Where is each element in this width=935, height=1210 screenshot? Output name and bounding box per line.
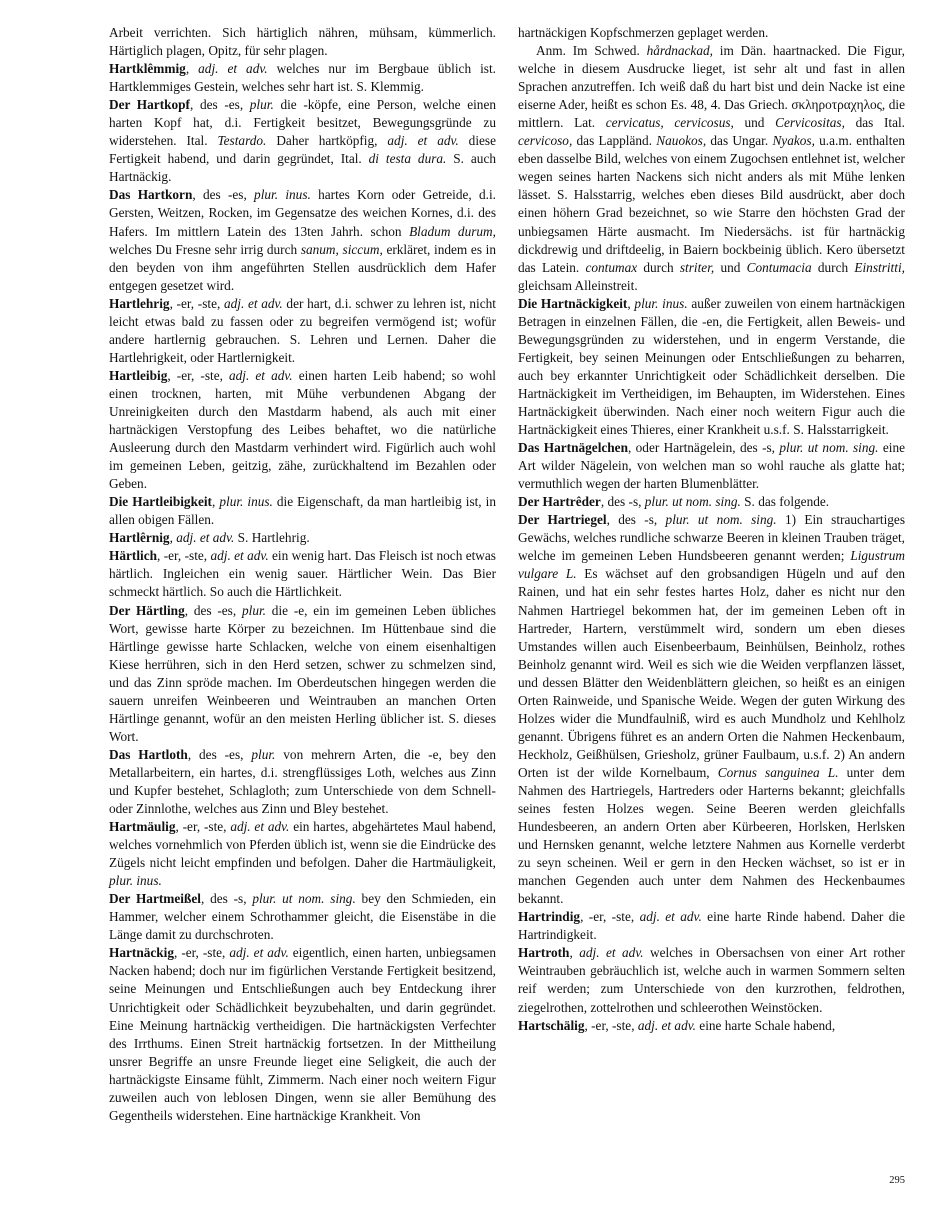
entry-text: , [627,295,635,311]
entry-text: , oder Hartnägelein, des -s, [627,440,780,456]
dictionary-entry [109,96,496,186]
italic-text: plur. inus. [634,295,688,311]
italic-text: plur. inus. [254,187,311,203]
entry-text: und [733,115,776,131]
dictionary-entry [518,944,905,1016]
entry-text: Es wächset auf den grobsandigen Hügeln und auf den Rainen, und hat ein sehr festes hartes Holz, daher es nicht nur den Nahmen Hartriegel bekommen hat, der im gemeinen Leben oft in Hartreder, Hartern, verstümmelt wird, sondern um eben dieses Umstandes willen auch Eisenbeerbaum, Beinhülsen, Beinholz, rothes Beinholz genannt wird. Weil es sich wie die Weiden verpflanzen lässet, und dessen Blätter den Weidenblättern gleichen, so heißt es an einigen Orten Rainweide, und Spanische Weide. Wegen der guten Wirkung des Holzes wider die Mundfaulniß, wird es auch Mundholz und Kehlholz genannt. Übrigens führet es an andern Orten die Nahmen Heckenbaum, Heckholz, Geißhülsen, Griesholz, grüner Faulbaum, u.s.f. 2) An andern Orten ist der wilde Kornelbaum, [518,566,906,780]
italic-text: plur. inus. [109,873,162,889]
headword: Der Hartrêder [518,494,601,510]
headword: Härtlich [109,548,158,564]
italic-text: plur. ut nom. sing. [779,440,879,456]
entry-text: eine harte Schale habend, [695,1017,836,1033]
entry-text: , des -es, [190,97,250,113]
entry-text: ein wenig hart. Das Fleisch ist noch etwas härtlich. Ingleichen ein wenig sauer. Härtlicher Wein. Das Bier schmeckt härtlich. So auch die Härtlichkeit. [109,548,496,600]
italic-text: contumax [585,259,638,275]
page-number: 295 [889,1175,905,1186]
italic-text: Contumacia [746,259,812,275]
entry-text: , des -es, [187,746,252,762]
headword: Das Hartnägelchen [518,440,628,456]
entry-text: eine Art wilder Nägelein, von welchen man so wohl rauche als glatte hat; vermuthlich wegen der harten Blumenblätter. [518,440,906,492]
italic-text: Testardo. [217,133,267,149]
entry-text: S. das folgende. [740,494,830,510]
headword: Hartlêrnig [109,530,170,546]
entry-text: , des -s, [200,891,253,907]
dictionary-entry [518,295,905,439]
headword: Der Hartriegel [518,512,607,528]
entry-text: das Ungar. [706,133,773,149]
headword: Hartlehrig [109,295,170,311]
headword: Hartrindig [518,909,581,925]
dictionary-entry [109,24,496,60]
italic-text: Cervicositas, [775,115,845,131]
entry-text: unter dem Nahmen des Hartriegels, Hartreders oder Harterns bekannt; gleichfalls seines festen Holzes wegen. Seine Beeren werden gleichfalls Hundesbeeren, an andern Orten aber Kürbeeren, Horlsken, Herlsken und Hernsken genannt, welche letztere Nahmen aus Kornelle verderbt zu seyn scheinen. Weil er gern in den Hecken wächset, so ist er in manchen Gegenden auch unter dem Nahmen des Heckenbaumes bekannt. [518,764,905,907]
italic-text: Nyakos, [772,133,815,149]
dictionary-entry [109,367,496,493]
entry-text: , -er, -ste, [580,909,640,925]
headword: Hartleibig [109,367,168,383]
italic-text: adj. et adv. [230,819,290,835]
dictionary-entry [518,493,905,511]
dictionary-entry [518,511,905,908]
entry-text: hartnäckigen Kopfschmerzen geplaget werden. [518,25,769,40]
italic-text: adj. et adv. [198,61,268,77]
dictionary-entry [109,529,496,547]
italic-text: Cornus sanguinea L. [717,764,839,780]
headword: Der Hartkopf [109,97,190,113]
italic-text: plur. [249,97,274,113]
entry-text: die Eigenschaft, da man hartleibig ist, in allen obigen Fällen. [109,494,496,528]
italic-text: sanum, siccum, [300,241,383,257]
entry-text: , des -s, [606,512,666,528]
entry-text: und [714,259,747,275]
headword: Das Hartloth [109,746,188,762]
italic-text: adj. et adv. [637,1017,696,1033]
entry-text: , [212,494,220,510]
italic-text: adj. et adv. [639,909,702,925]
entry-text: , [569,945,580,961]
entry-text: hartes Korn oder Getreide, d.i. Gersten, Weitzen, Rocken, im Gegensatze des weichen Kornes, d.i. des Hafers. Im mittlern Latein des 13ten Jahrh. schon [109,187,496,239]
dictionary-entry [109,60,496,96]
dictionary-entry [518,42,905,295]
italic-text: Einstritti, [854,259,905,275]
dictionary-entry [518,1017,905,1035]
entry-text: , des -es, [192,187,255,203]
entry-text: , -er, -ste, [175,819,231,835]
dictionary-entry [518,439,905,493]
entry-text: die -köpfe, eine Person, welche einen harten Kopf hat, d.i. Fertigkeit besitzet, Bewegungsgründe zu widerstehen. Ital. [109,97,496,149]
entry-text: S. Hartlehrig. [234,530,310,546]
entry-text: , -er, -ste, [157,548,211,564]
entry-text: ein hartes, abgehärtetes Maul habend, welches vornehmlich von Pferden üblich ist, wenn sie die Eindrücke des Zügels nicht leicht empfinden und befolgen. Daher die Hartmäuligkeit, [109,819,496,871]
entry-text: eigentlich, einen harten, unbiegsamen Nacken habend; doch nur im figürlichen Verstande Fertigkeit besitzend, seine Meinungen und Entschließungen auch bey Entdeckung ihrer Unrichtigkeit oder Schädlichkeit beyzubehalten, und darin gegründet. Eine Meinung hartnäckig vertheidigen. Die hartnäckigsten Verfechter des Irrthums. Einen Streit hartnäckig fortsetzen. In der Mittheilung unsrer Begriffe an unsre Freunde lieget eine Seligkeit, die auch der hartnäckigste Einsame fühlt, Zimmerm. Nach einer noch weitern Figur zuweilen auch von leblosen Dingen, wenn sie aller Bemühung des Gegentheils widerstehen. Eine hartnäckige Krankheit. Von [109,945,496,1123]
entry-text: gleichsam Alleinstreit. [518,277,638,293]
entry-text: , [169,530,177,546]
entry-text: S. auch Hartnäckig. [109,151,497,185]
headword: Hartnäckig [109,945,175,961]
italic-text: adj. et adv. [579,945,644,961]
entry-text: einen harten Leib habend; so wohl einen trocknen, harten, mit Mühe verbundenen Abgang der Unreinigkeiten durch den Mastdarm habend, als auch mit einer hartnäckigen Verstopfung des Leibes behaftet, wo die natürliche Ausleerung durch den Mastdarm verhindert wird. Figürlich auch wohl im gemeinen Leben, geitzig, zähe, zurückhaltend im Bezahlen oder Geben. [109,367,496,492]
italic-text: plur. ut nom. sing. [665,512,777,528]
headword: Die Hartleibigkeit [109,494,212,510]
entry-text: diese Fertigkeit habend, und darin gegründet, Ital. [109,133,496,167]
italic-text: cervicatus, cervicosus, [605,115,734,131]
italic-text: plur. ut nom. sing. [644,494,741,510]
entry-text: das Ital. [844,115,905,131]
italic-text: adj. et adv. [176,530,235,546]
italic-text: plur. inus. [219,494,273,510]
entry-text: 1) Ein strauchartiges Gewächs, welches rundliche schwarze Beeren in kleinen Trauben träget, welche im gemeinen Leben Hundsbeeren genannt werden; [518,512,906,564]
entry-text: , -er, -ste, [174,945,230,961]
dictionary-entry [109,295,496,367]
entry-text: welches nur im Bergbaue üblich ist. Hartklemmiges Gestein, welches sehr hart ist. S. Klemmig. [109,61,496,95]
headword: Hartschälig [518,1017,585,1033]
italic-text: di testa dura. [368,151,447,167]
headword: Hartmäulig [109,819,176,835]
entry-text: erkläret, indem es in den beyden von ihm angeführten Stellen ausdrücklich dem Hafer entgegen gesetzet wird. [109,241,497,293]
dictionary-entry [109,746,496,818]
dictionary-entry [109,602,496,746]
dictionary-entry [109,944,496,1124]
italic-text: plur. [251,746,276,762]
entry-text: bey den Schmieden, ein Hammer, welcher einem Schrothammer gleicht, die Eisenstäbe in die Länge damit zu durchschroten. [109,891,496,943]
italic-text: adj. et adv. [210,548,269,564]
entry-text: Anm. Im Schwed. [536,43,647,59]
dictionary-entry [109,547,496,601]
entry-text: von mehrern Arten, die -e, bey den Metallarbeitern, ein hartes, d.i. strengflüssiges Loth, welches aus Zinn und Kupfer bestehet, Schlagloth; zum Unterschiede von dem Schnell- oder Zinnlothe, welches aus Zinn und Bley bestehet. [109,746,496,817]
entry-text: Daher hartköpfig, [266,133,388,149]
dictionary-entry [109,493,496,529]
headword: Hartroth [518,945,570,961]
italic-text: plur. ut nom. sing. [252,891,356,907]
entry-text: außer zuweilen von einem hartnäckigen Betragen in einzelnen Fällen, die -en, die Fertigkeit, allen Beweis- und Bewegungsgründen zu widerstehen, und in engerm Verstande, die Fertigkeit, bey seinen Meinungen oder Entschließungen zu beharren, auch bey erkannter Unrichtigkeit oder Schädlichkeit derselben. Die Hartnäckigkeit im Vertheidigen, im Behaupten, im Widerstehen. Eines Hartnäckigkeit überwinden. Nach einer noch weitern Figur auch die Hartnäckigkeit eines Thieres, einer Krankheit u.s.f. S. Halsstarrigkeit. [518,295,905,438]
headword: Der Härtling [109,602,185,618]
entry-text: , [185,61,199,77]
italic-text: adj. et adv. [229,945,289,961]
entry-text: , -er, -ste, [169,295,224,311]
italic-text: Ligustrum vulgare L. [518,548,905,582]
entry-text: durch [637,259,680,275]
entry-text: welches Du Fresne sehr irrig durch [109,241,301,257]
headword: Die Hartnäckigkeit [518,295,628,311]
dictionary-entry [518,908,905,944]
entry-text: , -er, -ste, [584,1017,638,1033]
italic-text: adj. et adv. [387,133,459,149]
dictionary-entry [109,818,496,890]
italic-text: plur. [241,602,267,618]
italic-text: striter, [679,259,715,275]
dictionary-entry [109,186,496,294]
entry-text: im Dän. haartnacked. Die Figur, welche in diesem Ausdrucke lieget, ist sehr alt und fast in allen Sprachen anzutreffen. Ich weiß daß du hart bist und dein Nacke ist eine eiserne Ader, heißt es schon Es. 48, 4. Das Griech. σκληροτραχηλος, die mittlern. Lat. [518,43,905,131]
entry-text: , des -s, [600,494,645,510]
entry-text: eine harte Rinde habend. Daher die Hartrindigkeit. [518,909,905,943]
italic-text: adj. et adv. [229,367,293,383]
entry-text: das Lappländ. [572,133,657,149]
entry-text: die -e, ein im gemeinen Leben übliches Wort, gewisse harte Körper zu bezeichnen. Im Hüttenbaue sind die Härtlinge gewisse harte Schlacken, welche von einem eisenhaltigen Kiese herrühren, sich in den Herd setzen, schwer zu schmelzen sind, und das Zinn spröde machen. Im Oberdeutschen hingegen werden die sauern unreifen Weinbeeren und Weintrauben an manchen Orten Härtlinge genannt, wofür an den meisten Herling üblicher ist. S. dieses Wort. [109,602,496,744]
entry-text: durch [811,259,855,275]
right-column [518,24,905,1035]
italic-text: Nauokos, [656,133,707,149]
dictionary-entry [518,24,905,42]
entry-text: der hart, d.i. schwer zu lehren ist, nicht leicht etwas bald zu fassen oder zu begreifen vermögend ist; wofür andere hartlernig gebrauchen. S. Lehren und Lernen. Daher die Hartlehrigkeit, oder Hartlernigkeit. [109,295,496,365]
headword: Das Hartkorn [109,187,193,203]
italic-text: Bladum durum, [409,223,496,239]
dictionary-entry [109,890,496,944]
left-column [109,24,496,1125]
italic-text: hårdnackad, [646,43,713,59]
headword: Der Hartmeißel [109,891,201,907]
entry-text: , des -es, [184,602,242,618]
italic-text: cervicoso, [518,133,573,149]
headword: Hartklêmmig [109,61,186,77]
entry-text: , -er, -ste, [167,367,229,383]
entry-text: welches in Obersachsen von einer Art rother Weintrauben gebräuchlich ist, welche auch in warmen Sommern selten reif werden; zum Unterschiede von den kurzrothen, feldrothen, ziegelrothen, zottelrothen und schleerothen Weinstöcken. [518,945,905,1015]
italic-text: adj. et adv. [223,295,283,311]
entry-text: Arbeit verrichten. Sich härtiglich nähren, mühsam, kümmerlich. Härtiglich plagen, Opitz, für sehr plagen. [109,25,496,59]
entry-text: u.a.m. enthalten eben dasselbe Bild, welches von einem Zugochsen entlehnet ist, welcher wegen seines harten Nackens sich nicht anders als mit Mühe lenken lässet. S. Halsstarrig, welches eben dieses Bild ausdrückt, aber doch einen höhern Grad bezeichnet, so wie Starre den höchsten Grad der unbiegsamen Härte ausmacht. Im Niedersächs. ist für hartnäckig dickdrewig und driftdeelig, in Baiern bockbeinig üblich. Kero übersetzt das Latein. [518,133,905,275]
